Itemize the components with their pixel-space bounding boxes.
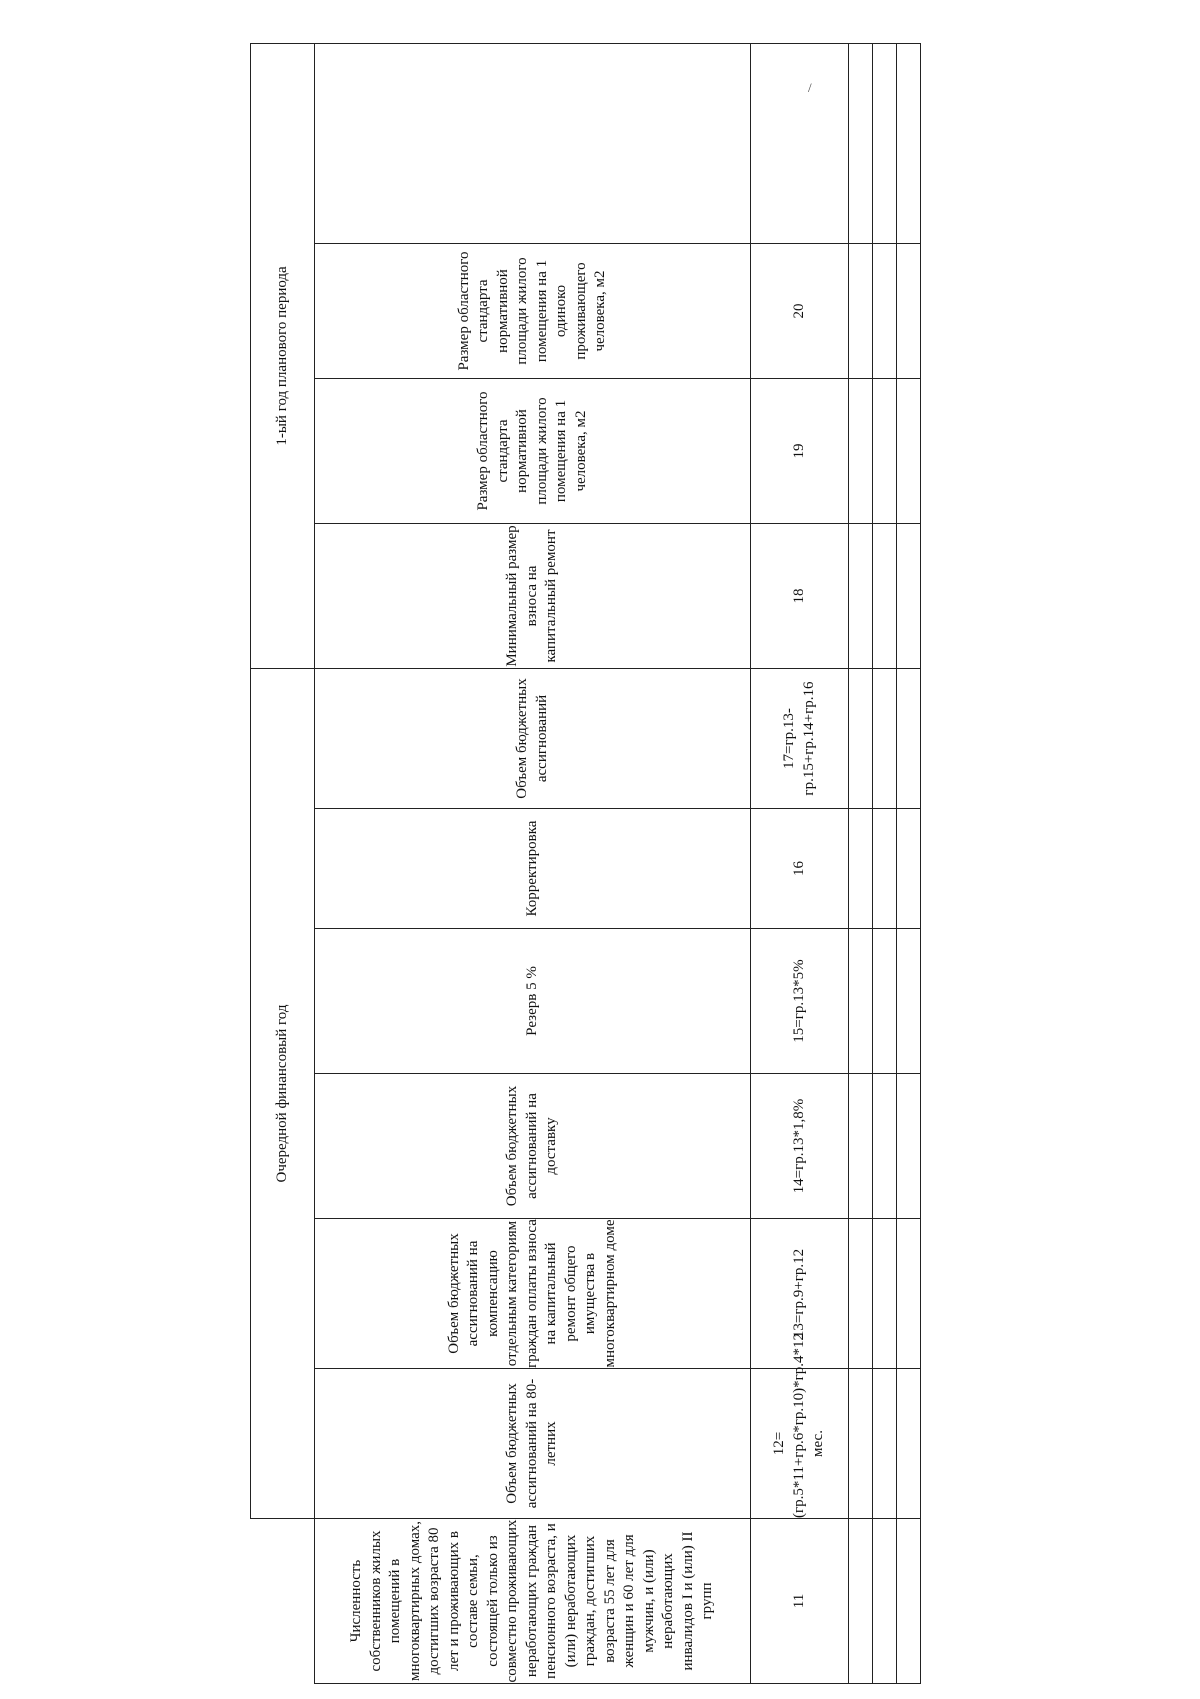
empty-cell[interactable] [897, 1519, 921, 1684]
header-col-19: Размер областного стандарта нормативной площади жилого помещения на 1 человека, м2 [315, 379, 751, 524]
header-col-13: Объем бюджетных ассигнований на компенсацию отдельным категориям граждан оплаты взноса на капитальный ремонт общего имущества в многоквартирном доме [315, 1219, 751, 1369]
group-header-row [251, 43, 315, 1683]
header-col-extra [315, 43, 751, 243]
number-col-20: 20 [751, 244, 849, 379]
number-col-18: 18 [751, 524, 849, 669]
empty-cell[interactable] [849, 669, 873, 809]
number-col-17: 17=гр.13-гр.15+гр.14+гр.16 [751, 669, 849, 809]
group-planning-year: 1-ый год планового периода [251, 43, 315, 668]
empty-cell[interactable] [873, 43, 897, 243]
header-col-12: Объем бюджетных ассигнований на 80-летних [315, 1369, 751, 1519]
empty-row-1 [849, 43, 873, 1683]
empty-cell[interactable] [897, 1219, 921, 1369]
empty-row-2 [873, 43, 897, 1683]
header-col-18: Минимальный размер взноса на капитальный ремонт [315, 524, 751, 669]
empty-cell[interactable] [873, 244, 897, 379]
empty-row-3 [897, 43, 921, 1683]
empty-cell[interactable] [873, 1369, 897, 1519]
number-col-13: 13=гр.9+гр.12 [751, 1219, 849, 1369]
empty-cell[interactable] [873, 809, 897, 929]
empty-cell[interactable] [849, 1369, 873, 1519]
empty-cell[interactable] [897, 43, 921, 243]
empty-cell[interactable] [873, 524, 897, 669]
empty-cell[interactable] [849, 244, 873, 379]
number-col-12: 12=(гр.5*11+гр.6*гр.10)*гр.4*12 мес. [751, 1369, 849, 1519]
empty-cell[interactable] [849, 929, 873, 1074]
empty-cell[interactable] [873, 379, 897, 524]
blank-cell [251, 1519, 315, 1684]
empty-cell[interactable] [849, 379, 873, 524]
empty-cell[interactable] [849, 43, 873, 243]
empty-cell[interactable] [873, 1219, 897, 1369]
empty-cell[interactable] [897, 1074, 921, 1219]
number-col-14: 14=гр.13*1,8% [751, 1074, 849, 1219]
empty-cell[interactable] [849, 1519, 873, 1684]
number-col-extra [751, 43, 849, 243]
column-number-row [751, 43, 849, 1683]
number-col-11: 11 [751, 1519, 849, 1684]
stray-pen-mark: / [808, 80, 812, 95]
header-col-11: Численность собственников жилых помещений в многоквартирных домах, достигших возраста 80 лет и проживающих в составе семьи, состоящей только из совместно проживающих неработающих граждан пенсионного возраста, и (или) неработающих граждан, достигших возраста 55 лет для женщин и 60 лет для мужчин, и (или) неработающих инвалидов I и (или) II групп [315, 1519, 751, 1684]
header-col-20: Размер областного стандарта нормативной площади жилого помещения на 1 одиноко проживающего человека, м2 [315, 244, 751, 379]
header-col-15: Резерв 5 % [315, 929, 751, 1074]
number-col-16: 16 [751, 809, 849, 929]
empty-cell[interactable] [897, 524, 921, 669]
number-col-15: 15=гр.13*5% [751, 929, 849, 1074]
empty-cell[interactable] [897, 669, 921, 809]
empty-cell[interactable] [849, 809, 873, 929]
empty-cell[interactable] [897, 1369, 921, 1519]
column-header-row [315, 43, 751, 1683]
budget-table [250, 43, 921, 1684]
number-col-19: 19 [751, 379, 849, 524]
empty-cell[interactable] [849, 1219, 873, 1369]
group-current-year: Очередной финансовый год [251, 669, 315, 1519]
empty-cell[interactable] [873, 1074, 897, 1219]
header-col-16: Корректировка [315, 809, 751, 929]
empty-cell[interactable] [897, 929, 921, 1074]
header-col-17: Объем бюджетных ассигнований [315, 669, 751, 809]
header-col-14: Объем бюджетных ассигнований на доставку [315, 1074, 751, 1219]
empty-cell[interactable] [873, 929, 897, 1074]
empty-cell[interactable] [849, 1074, 873, 1219]
empty-cell[interactable] [897, 379, 921, 524]
empty-cell[interactable] [849, 524, 873, 669]
empty-cell[interactable] [897, 809, 921, 929]
empty-cell[interactable] [897, 244, 921, 379]
rotated-document-page [250, 44, 945, 1684]
empty-cell[interactable] [873, 669, 897, 809]
empty-cell[interactable] [873, 1519, 897, 1684]
